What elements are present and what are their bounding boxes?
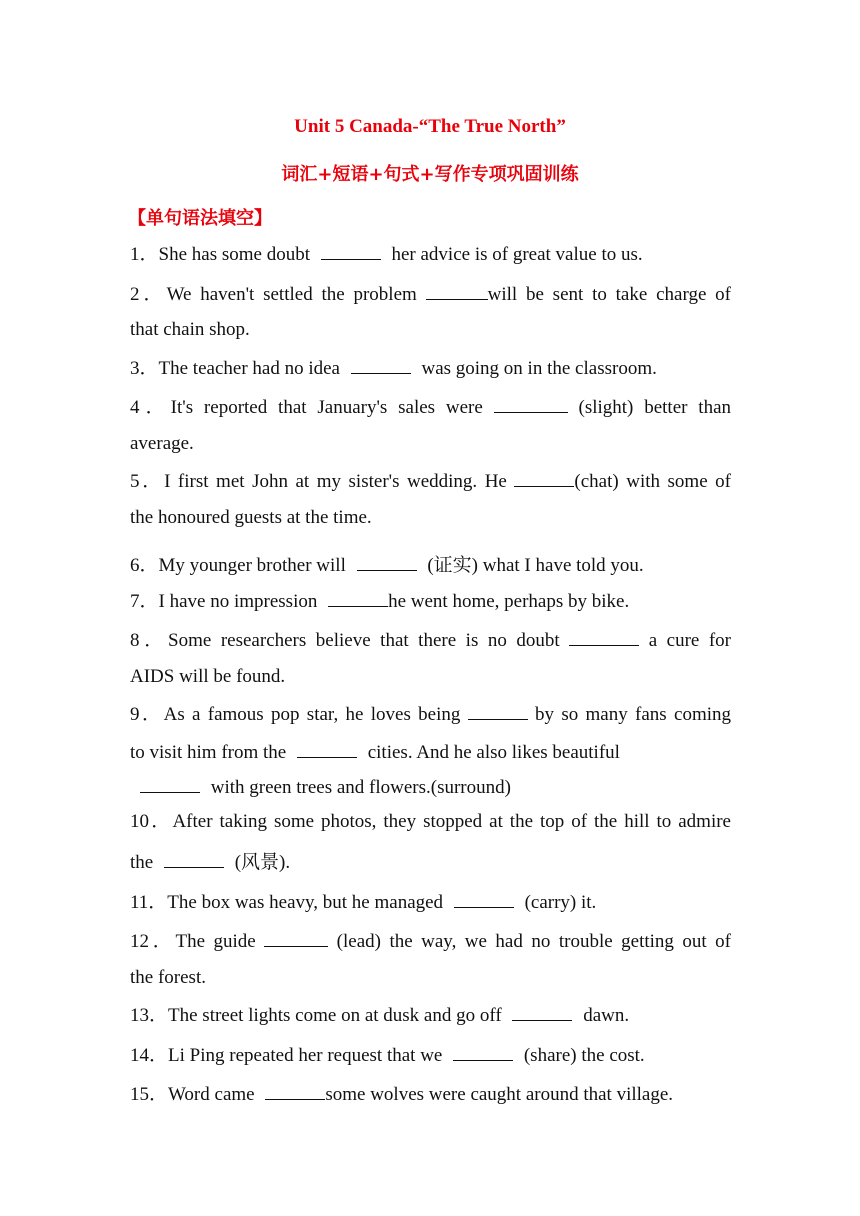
- answer-blank: [426, 281, 488, 300]
- question-number: 6．: [130, 555, 159, 576]
- question-1: [130, 241, 731, 267]
- question-15: [130, 1081, 731, 1107]
- question-8-cont: AIDS will be found.: [130, 666, 286, 687]
- question-number: 9．: [130, 704, 164, 725]
- question-text: After taking some photos, they stopped at the top of the hill to admire: [172, 811, 731, 832]
- question-text: by so many fans coming: [535, 704, 731, 725]
- question-number: 5．: [130, 471, 165, 492]
- answer-blank: [454, 889, 514, 908]
- question-10: [130, 810, 731, 834]
- question-14: [130, 1042, 731, 1068]
- question-text: I first met John at my sister's wedding. He: [164, 471, 507, 492]
- document-subtitle: 词汇+短语+句式+写作专项巩固训练: [281, 164, 579, 185]
- answer-blank: [514, 468, 574, 487]
- answer-blank: [453, 1042, 513, 1061]
- answer-blank: [351, 355, 411, 374]
- question-number: 12．: [130, 931, 176, 952]
- question-5-cont: the honoured guests at the time.: [130, 507, 372, 528]
- answer-blank: [297, 739, 357, 758]
- question-9-cont: [130, 739, 731, 765]
- question-text: Word came: [168, 1084, 255, 1105]
- question-text: with green trees and flowers.(surround): [210, 777, 511, 798]
- question-text: Li Ping repeated her request that we: [168, 1045, 443, 1066]
- question-12: [130, 928, 731, 954]
- answer-blank: [357, 552, 417, 571]
- question-11: [130, 889, 731, 915]
- question-text: Some researchers believe that there is no doubt: [168, 630, 560, 651]
- question-number: 4．: [130, 397, 171, 418]
- question-number: 13．: [130, 1005, 169, 1026]
- answer-blank: [328, 588, 388, 607]
- question-text: The guide: [175, 931, 256, 952]
- question-8: [130, 627, 731, 653]
- question-3: [130, 355, 731, 381]
- question-9-cont2: [130, 774, 731, 800]
- question-text: She has some doubt: [158, 244, 310, 265]
- question-4-cont: average.: [130, 433, 194, 454]
- question-text: cities. And he also likes beautiful: [367, 742, 620, 763]
- question-2: [130, 281, 731, 307]
- question-12-cont: the forest.: [130, 967, 206, 988]
- question-number: 7．: [130, 591, 159, 612]
- question-text: to visit him from the: [130, 742, 287, 763]
- question-text: As a famous pop star, he loves being: [163, 704, 461, 725]
- question-text: It's reported that January's sales were: [170, 397, 483, 418]
- question-text: (风景).: [234, 852, 291, 873]
- question-text: (carry) it.: [524, 892, 597, 913]
- question-13: [130, 1002, 731, 1028]
- question-text: The street lights come on at dusk and go off: [168, 1005, 502, 1026]
- question-text: he went home, perhaps by bike.: [388, 591, 630, 612]
- answer-blank: [494, 394, 568, 413]
- question-text: dawn.: [583, 1005, 630, 1026]
- question-2-cont: that chain shop.: [130, 319, 250, 340]
- question-text: I have no impression: [158, 591, 318, 612]
- question-text: (slight) better than: [578, 397, 732, 418]
- question-6: [130, 552, 731, 578]
- question-number: 11．: [130, 892, 168, 913]
- question-10-cont: [130, 849, 731, 875]
- question-text: was going on in the classroom.: [421, 358, 657, 379]
- question-text: (chat) with some of: [574, 471, 731, 492]
- question-text: will be sent to take charge of: [487, 284, 731, 305]
- document-title: Unit 5 Canada-“The True North”: [294, 116, 566, 137]
- question-number: 8．: [130, 630, 169, 651]
- question-9: [130, 701, 731, 727]
- question-text: a cure for: [648, 630, 731, 651]
- answer-blank: [321, 241, 381, 260]
- question-text: (share) the cost.: [523, 1045, 645, 1066]
- question-number: 10．: [130, 811, 173, 832]
- question-text: (lead) the way, we had no trouble getting out of: [336, 931, 731, 952]
- question-4: [130, 394, 731, 420]
- question-text: The teacher had no idea: [158, 358, 340, 379]
- answer-blank: [264, 928, 328, 947]
- question-number: 14．: [130, 1045, 169, 1066]
- answer-blank: [140, 774, 200, 793]
- question-5: [130, 468, 731, 494]
- question-number: 15．: [130, 1084, 169, 1105]
- question-text: (证实) what I have told you.: [427, 555, 644, 576]
- question-text: The box was heavy, but he managed: [167, 892, 444, 913]
- answer-blank: [265, 1081, 325, 1100]
- answer-blank: [512, 1002, 572, 1021]
- answer-blank: [569, 627, 639, 646]
- section-heading: 【单句语法填空】: [128, 208, 272, 229]
- answer-blank: [468, 701, 528, 720]
- question-7: [130, 588, 731, 614]
- question-text: some wolves were caught around that village.: [325, 1084, 674, 1105]
- question-text: her advice is of great value to us.: [391, 244, 643, 265]
- question-text: We haven't settled the problem: [166, 284, 417, 305]
- question-text: My younger brother will: [158, 555, 346, 576]
- answer-blank: [164, 849, 224, 868]
- question-number: 2．: [130, 284, 167, 305]
- question-number: 3．: [130, 358, 159, 379]
- question-text: the: [130, 852, 154, 873]
- question-number: 1．: [130, 244, 159, 265]
